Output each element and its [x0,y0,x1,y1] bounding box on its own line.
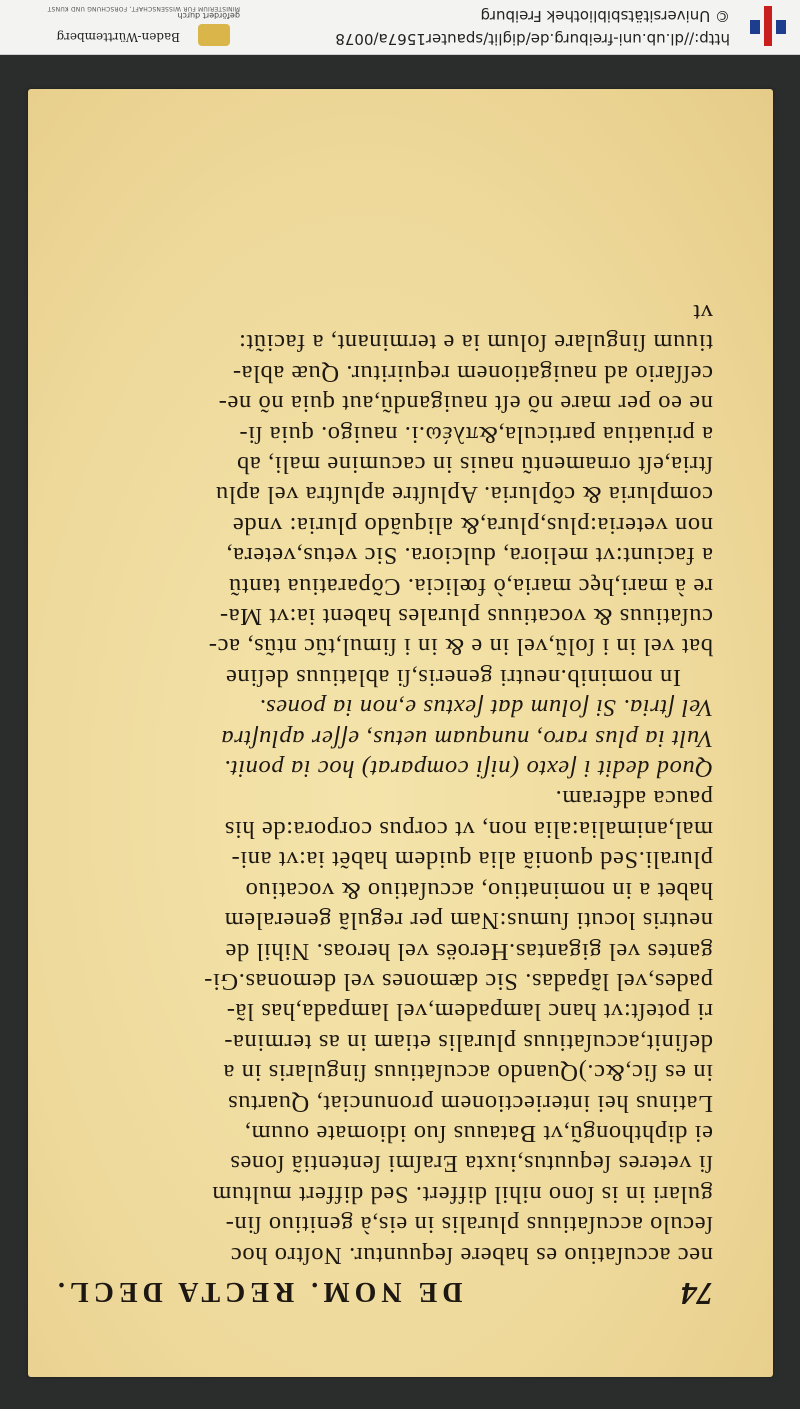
text-line: bat vel in i ſolũ,vel in e & in i ſimul,tũc ntũs, ac- [208,633,713,661]
text-line: plurali.Sed quoniã alia quidem habẽt ia:vt ani- [231,846,713,874]
text-line: non veteria:plus,plura,& aliquãdo pluria: vnde [232,511,713,539]
coat-of-arms-icon [198,24,230,46]
verse-lines [53,692,713,783]
text-line: neutris locuti ſumus:Nam per regulã generalem [224,907,713,935]
funder-logo [5,2,240,50]
text-line: a priuatiua particula,&πλέω.i. nauigo. quia ſi- [238,420,713,448]
text-line: re à mari,hęc maria,ò fœlicia. Cõparatiua tantũ [228,572,713,600]
book-page [28,89,773,1377]
text-line: In nominib.neutri generis,ſi ablatiuus deſine [225,663,681,691]
text-line: Vult ia plus raro, nunquam uetus, eſſer apluſtra [220,724,713,752]
state-name: Baden-Württemberg [56,30,180,44]
text-line: mal,animalia:alia non, vt corpus corpora:de his [224,815,713,843]
text-line: Quod dedit i ſexto (niſi comparat) hoc ia ponit. [223,755,713,783]
running-head: DE NOM. RECTA DECL. [53,1276,463,1307]
permalink-url[interactable]: http://dl.ub.uni-freiburg.de/diglit/spauter1567a/0078 [335,30,730,48]
funded-by-label: gefördert durch [177,11,240,20]
text-line: nec accuſatiuo es habere ſequuntur. Noſtro hoc [230,1241,713,1269]
text-line: ſtria,eſt ornamentũ nauis in cacumine mali, ab [236,451,713,479]
text-line: tiuum ſingulare ſolum ia e terminant, a faciũt: [238,329,713,357]
text-line: Vel ſtria. Si ſolum dat ſextus e,non ia pones. [258,694,713,722]
text-line: cuſatiuus & vocatiuus plurales habent ia:vt Ma- [219,603,713,631]
text-line: ri poteſt:vt hanc lampadem,vel lampada,has lã- [226,998,713,1026]
page-header [53,1276,713,1312]
text-line: Latinus hei interiectionem pronunciat, Quartus [227,1089,713,1117]
text-lines-2 [53,297,713,692]
text-line: ſi veteres ſequutus,iuxta Eraſmi ſententiã ſones [229,1150,713,1178]
text-line: compluria & cõpluria. Apluſtre apluſtra vel aplu [215,481,713,509]
text-line: vt [692,299,713,326]
text-line: a faciunt:vt meliora, dulciora. Sic vetus,vetera, [225,542,713,570]
text-line: ne eo per mare nõ eſt nauigandũ,aut quia nõ ne- [218,390,713,418]
text-line: deſinit,accuſatiuus pluralis etiam in as termina- [223,1028,713,1056]
text-line: ſeculo accuſatiuus pluralis in eis,à genitiuo ſin- [225,1211,713,1239]
copyright-text: © Universitätsbibliothek Freiburg [480,7,730,25]
text-line: habet a in nominatiuo, accuſatiuo & vocatiuo [245,876,713,904]
text-line: pauca adferam. [554,785,713,813]
text-lines [53,783,713,1270]
text-line: ceſſario ad nauigationem requiritur. Quæ abla- [232,359,713,387]
library-logo-icon[interactable] [746,4,790,48]
page-number: 74 [681,1276,713,1312]
page-text [53,297,713,1312]
text-line: pades,vel lãpadas. Sic dæmones vel demonas.Gi- [203,967,713,995]
text-line: gulari in is ſono nihil differt. Sed differt multum [211,1180,713,1208]
text-line: in es ſic,&c.)Quando accuſatiuus ſingularis in a [222,1059,713,1087]
text-line: gantes vel gigantas.Heroës vel heroas. Nihil de [224,937,713,965]
text-line: ei diphthongũ,vt Batauus ſuo idiomate ouum, [244,1119,713,1147]
ministry-label: MINISTERIUM FÜR WISSENSCHAFT, FORSCHUNG UND KUNST [47,5,240,12]
viewer-header [0,0,800,55]
